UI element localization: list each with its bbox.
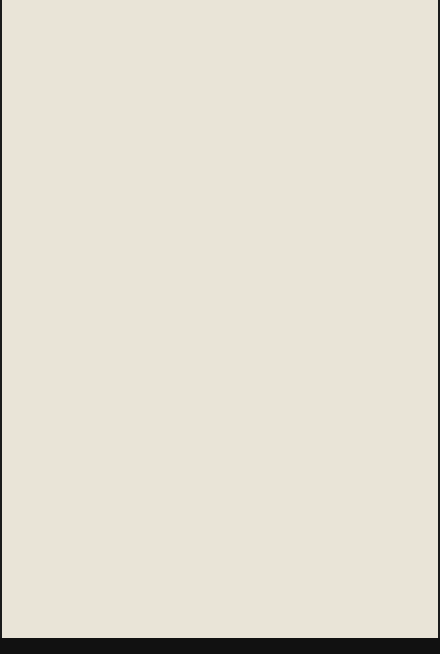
archive-banner xyxy=(0,638,440,654)
